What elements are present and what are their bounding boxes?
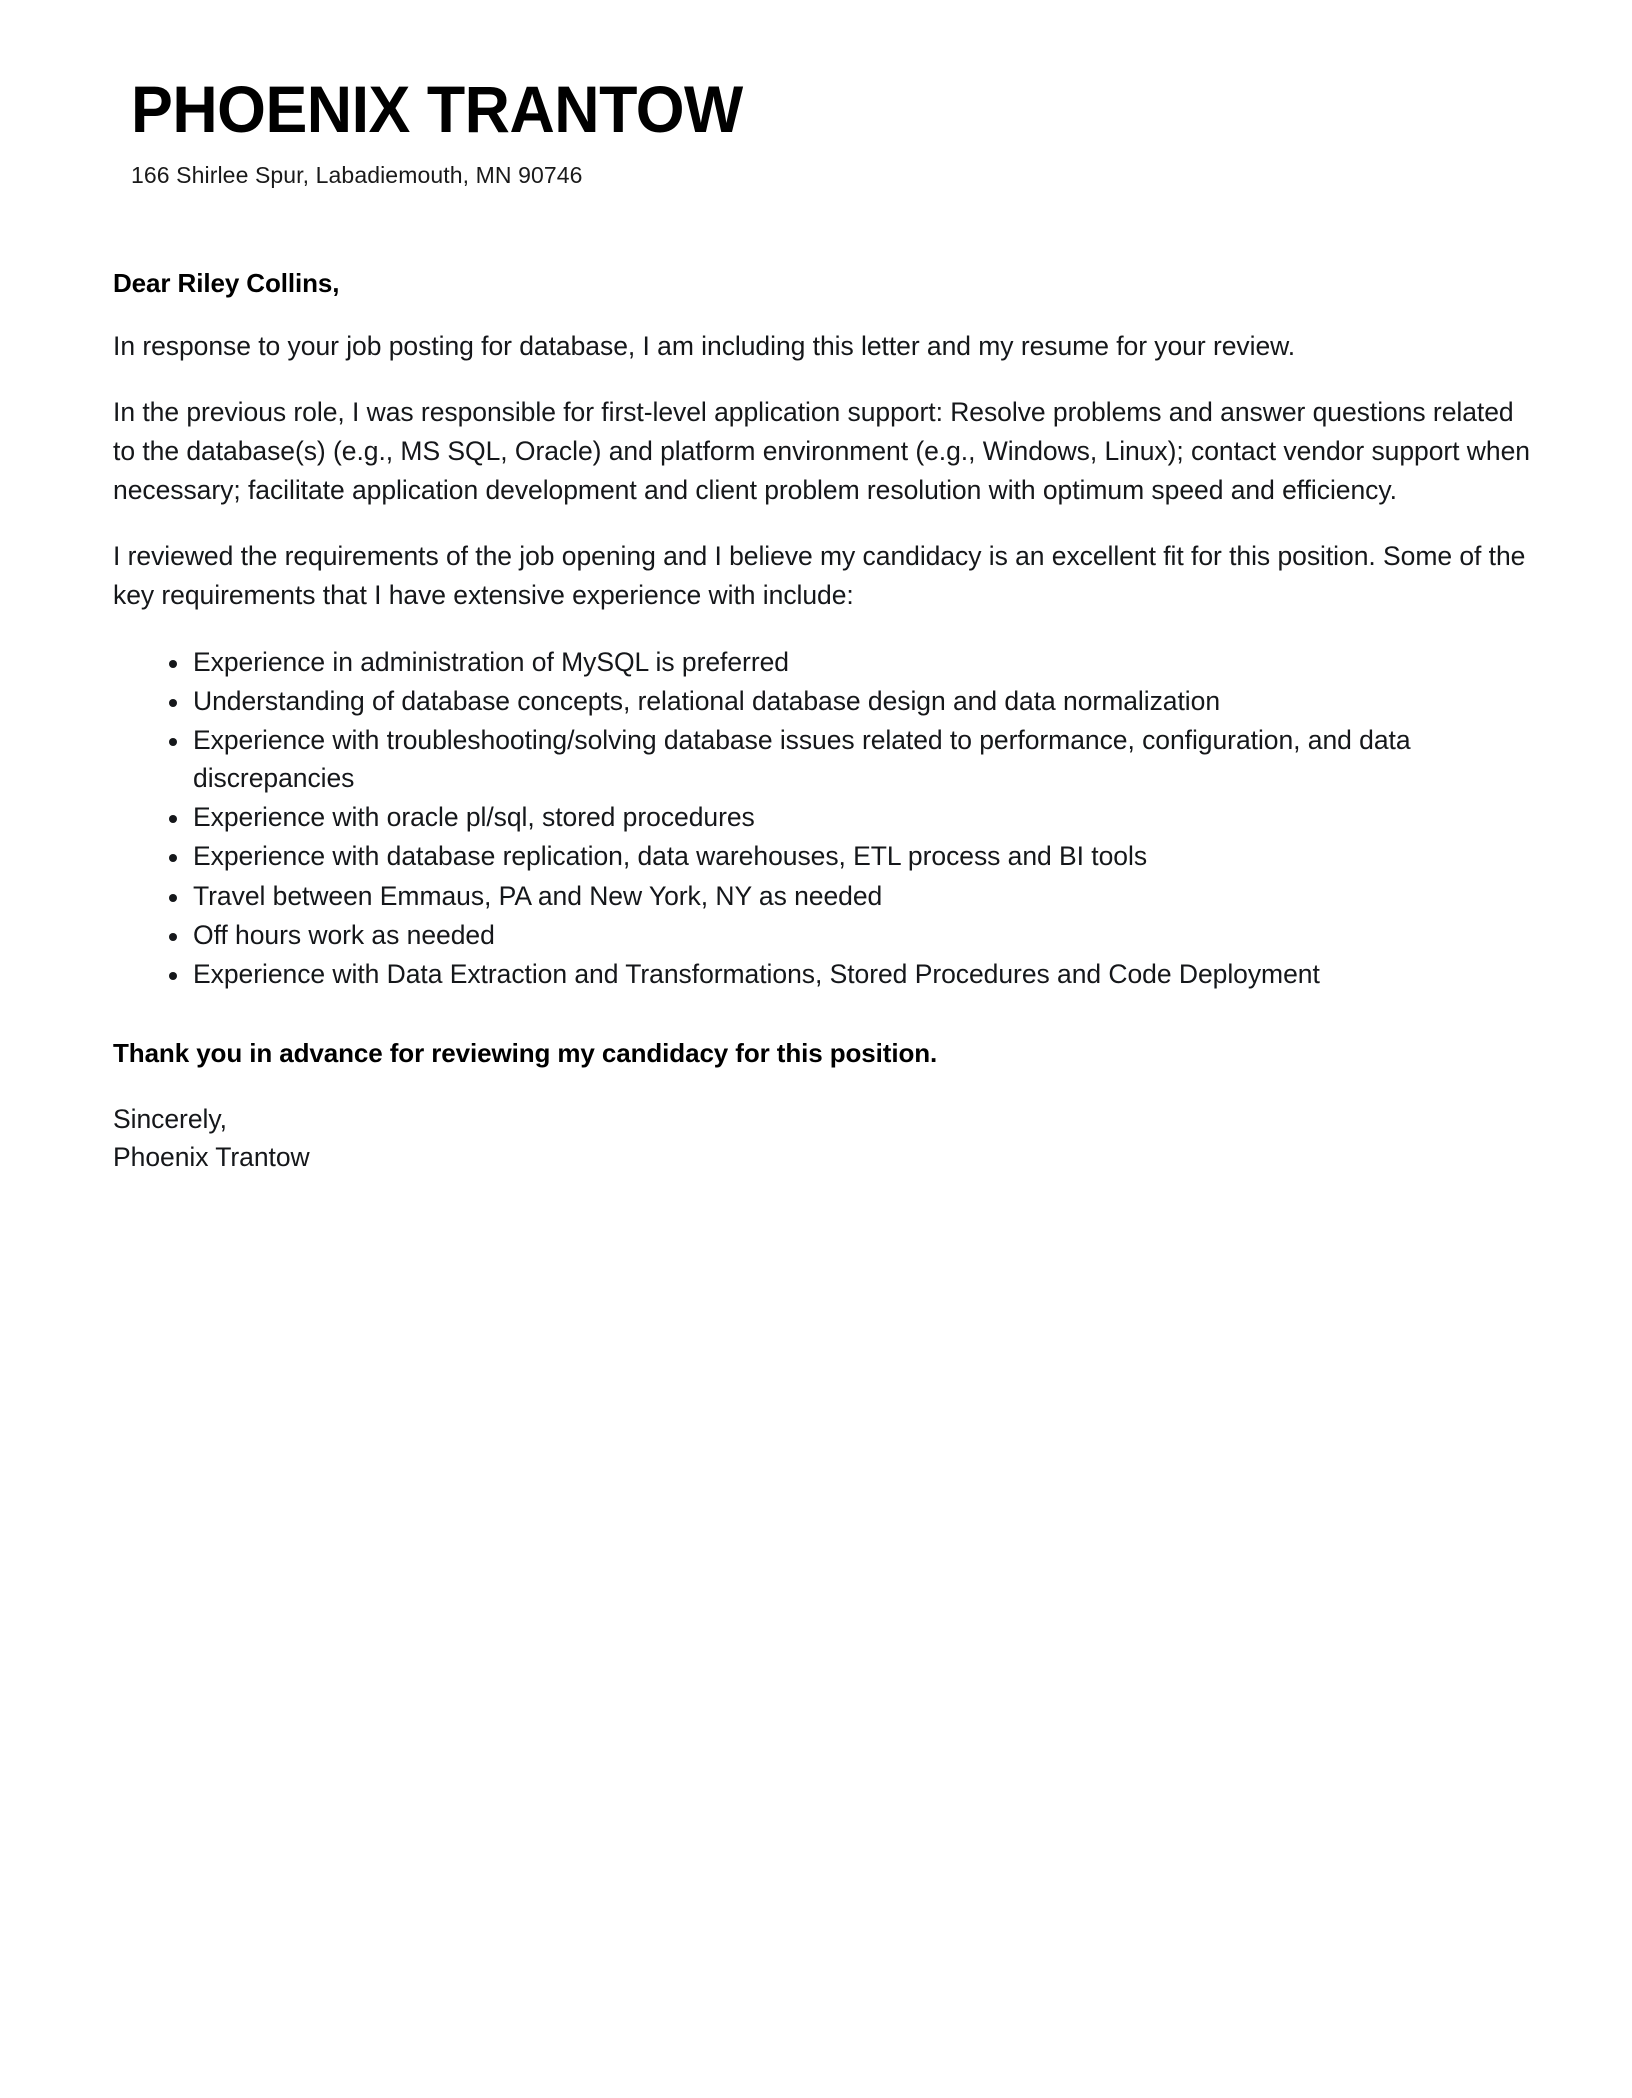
list-item: Understanding of database concepts, relational database design and data normalization	[169, 682, 1533, 720]
list-item: Experience with Data Extraction and Transformations, Stored Procedures and Code Deployment	[169, 955, 1533, 993]
list-item: Experience with database replication, data warehouses, ETL process and BI tools	[169, 837, 1533, 875]
signature-name: Phoenix Trantow	[113, 1142, 310, 1173]
salutation: Dear Riley Collins,	[113, 267, 340, 298]
list-item: Experience with oracle pl/sql, stored procedures	[169, 798, 1533, 836]
list-item: Experience in administration of MySQL is preferred	[169, 643, 1533, 681]
list-item: Travel between Emmaus, PA and New York, NY as needed	[169, 877, 1533, 915]
body-paragraph-3: I reviewed the requirements of the job opening and I believe my candidacy is an excellent fit for this position. Some of the key requirements that I have extensive experience with include:	[113, 541, 1526, 610]
letter-content	[113, 0, 1533, 1177]
list-item: Experience with troubleshooting/solving database issues related to performance, configuration, and data discrepancies	[169, 721, 1533, 797]
letter-header	[113, 0, 1533, 192]
signoff-block	[113, 1101, 1533, 1176]
requirements-list	[113, 643, 1533, 993]
list-item: Off hours work as needed	[169, 916, 1533, 954]
candidate-address: 166 Shirlee Spur, Labadiemouth, MN 90746	[131, 162, 583, 189]
valediction: Sincerely,	[113, 1104, 227, 1135]
closing-statement: Thank you in advance for reviewing my candidacy for this position.	[113, 1038, 938, 1069]
body-paragraph-1: In response to your job posting for database, I am including this letter and my resume for your review.	[113, 330, 1296, 361]
letter-body	[113, 268, 1533, 1177]
body-paragraph-2: In the previous role, I was responsible for first-level application support: Resolve problems and answer questions related to the database(s) (e.g., MS SQL, Oracle) and platform environment (e.g., Windows, Linux); contact vendor support when necessary; facilitate application development and client problem resolution with optimum speed and efficiency.	[113, 397, 1530, 505]
page-title: PHOENIX TRANTOW	[131, 72, 743, 146]
